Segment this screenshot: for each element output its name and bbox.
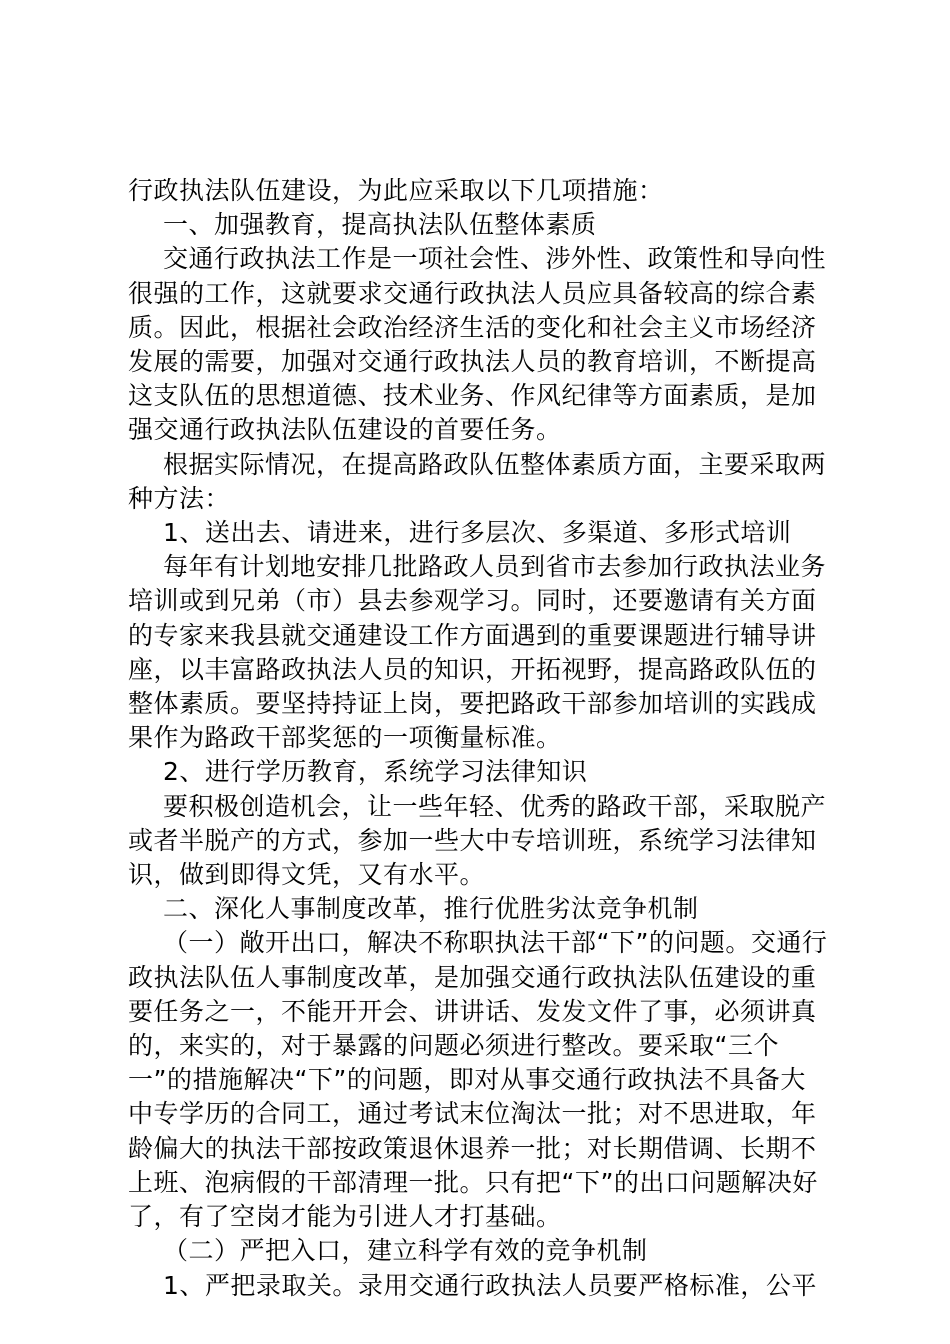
paragraph: 1、严把录取关。录用交通行政执法人员要严格标准，公平 — [163, 1270, 817, 1300]
document-body — [128, 174, 828, 1303]
paragraph: 根据实际情况，在提高路政队伍整体素质方面，主要采取两种方法： — [128, 449, 827, 513]
paragraph: 行政执法队伍建设，为此应采取以下几项措施： — [128, 176, 664, 205]
paragraph: （一）敞开出口，解决不称职执法干部“下”的问题。交通行政执法队伍人事制度改革，是加强交通行政执法队伍建设的重要任务之一，不能开开会、讲讲话、发发文件了事，必须讲真的，来实的，对于暴露的问题必须进行整改。要采取“三个一”的措施解决“下”的问题，即对从事交通行政执法不具备大中专学历的合同工，通过考试末位淘汰一批；对不思进取，年龄偏大的执法干部按政策退休退养一批；对长期借调、长期不上班、泡病假的干部清理一批。只有把“下”的出口问题解决好了，有了空岗才能为引进人才打基础。 — [128, 928, 828, 1232]
section-heading: 一、加强教育，提高执法队伍整体素质 — [163, 210, 597, 240]
subsection-heading: 2、进行学历教育，系统学习法律知识 — [163, 757, 588, 787]
paragraph: 交通行政执法工作是一项社会性、涉外性、政策性和导向性很强的工作，这就要求交通行政执法人员应具备较高的综合素质。因此，根据社会政治经济生活的变化和社会主义市场经济发展的需要，加强对交通行政执法人员的教育培训，不断提高这支队伍的思想道德、技术业务、作风纪律等方面素质，是加强交通行政执法队伍建设的首要任务。 — [128, 244, 827, 445]
subsection-heading: （二）严把入口，建立科学有效的竞争机制 — [163, 1236, 648, 1266]
paragraph: 每年有计划地安排几批路政人员到省市去参加行政执法业务培训或到兄弟（市）县去参观学习。同时，还要邀请有关方面的专家来我县就交通建设工作方面遇到的重要课题进行辅导讲座，以丰富路政执法人员的知识，开拓视野，提高路政队伍的整体素质。要坚持持证上岗，要把路政干部参加培训的实践成果作为路政干部奖惩的一项衡量标准。 — [128, 552, 827, 753]
paragraph: 要积极创造机会，让一些年轻、优秀的路政干部，采取脱产或者半脱产的方式，参加一些大中专培训班，系统学习法律知识，做到即得文凭，又有水平。 — [128, 791, 827, 890]
subsection-heading: 1、送出去、请进来，进行多层次、多渠道、多形式培训 — [163, 518, 792, 548]
section-heading: 二、深化人事制度改革，推行优胜劣汰竞争机制 — [163, 894, 699, 924]
